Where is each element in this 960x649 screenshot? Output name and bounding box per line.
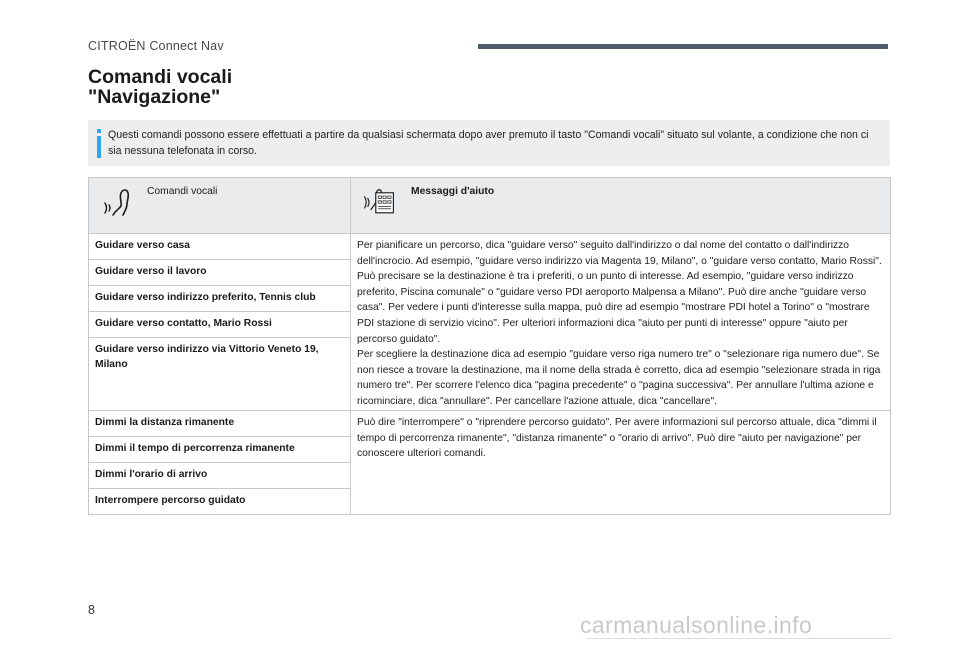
header-help-messages <box>351 178 891 234</box>
header-help-messages-label: Messaggi d'aiuto <box>411 186 495 197</box>
command-cell: Dimmi il tempo di percorrenza rimanente <box>89 437 351 463</box>
page-title-line-2: "Navigazione" <box>88 86 221 108</box>
command-cell: Interrompere percorso guidato <box>89 489 351 515</box>
command-cell: Guidare verso indirizzo preferito, Tennis club <box>89 286 351 312</box>
page-title-line-1: Comandi vocali <box>88 66 233 88</box>
header-voice-commands-label: Comandi vocali <box>147 186 218 197</box>
header-brand: CITROËN Connect Nav <box>88 39 224 53</box>
command-cell: Dimmi l'orario di arrivo <box>89 463 351 489</box>
command-cell: Dimmi la distanza rimanente <box>89 411 351 437</box>
voice-command-icon <box>101 188 133 220</box>
help-paragraph: Per pianificare un percorso, dica "guidare verso" seguito dall'indirizzo o dal nome del contatto o dall'indirizzo dell'incrocio. Ad esempio, "guidare verso indirizzo via Magenta 19, Milano", o "guidare verso contatto, Mario Rossi". Può precisare se la destinazione è tra i preferiti, o un punto di interesse. Ad esempio, "guidare verso indirizzo preferito, Piscina comunale" o "guidare verso PDI aeroporto Malpensa a Milano". Può dire anche "guidare verso casa". Per vedere i punti d'interesse sulla mappa, può dire ad esempio "mostrare PDI hotel a Torino" o "mostrare PDI stazione di servizio vicino". Per ulteriori informazioni dica "aiuto per punti di interesse" oppure "aiuto per percorso guidato". <box>357 240 882 345</box>
help-cell-route <box>351 234 891 411</box>
help-paragraph: Per scegliere la destinazione dica ad esempio "guidare verso riga numero tre" o "selezionare riga numero due". Se non riesce a trovare la destinazione, ma il nome della strada è corretto, dica ad esempio "selezionare strada in riga numero tre". Per scorrere l'elenco dica "pagina precedente" o "pagina successiva". Per annullare l'ultima azione e ricominciare, dica "annullare". Per cancellare l'azione attuale, dica "cancellare". <box>357 349 881 407</box>
header-voice-commands <box>89 178 351 234</box>
command-cell: Guidare verso casa <box>89 234 351 260</box>
voice-help-screen-icon <box>363 184 395 216</box>
command-cell: Guidare verso contatto, Mario Rossi <box>89 312 351 338</box>
page-title <box>88 67 232 107</box>
help-paragraph: Può dire "interrompere" o "riprendere percorso guidato". Per avere informazioni sul percorso attuale, dica "dimmi il tempo di percorrenza rimanente", "distanza rimanente" o "orario di arrivo". Può dire "aiuto per navigazione" per conoscere ulteriori comandi. <box>357 417 877 460</box>
header-bar <box>478 44 888 49</box>
info-icon <box>95 129 103 158</box>
help-cell-navigation <box>351 411 891 515</box>
command-cell: Guidare verso il lavoro <box>89 260 351 286</box>
voice-commands-table <box>88 177 891 515</box>
info-text: Questi comandi possono essere effettuati a partire da qualsiasi schermata dopo aver premuto il tasto "Comandi vocali" situato sul volante, a condizione che non ci sia nessuna telefonata in corso. <box>108 129 869 157</box>
command-cell: Guidare verso indirizzo via Vittorio Veneto 19, Milano <box>89 338 351 411</box>
watermark: carmanualsonline.info <box>580 612 813 638</box>
watermark-underline <box>586 638 892 639</box>
page-number: 8 <box>88 603 95 617</box>
info-box <box>88 120 890 166</box>
